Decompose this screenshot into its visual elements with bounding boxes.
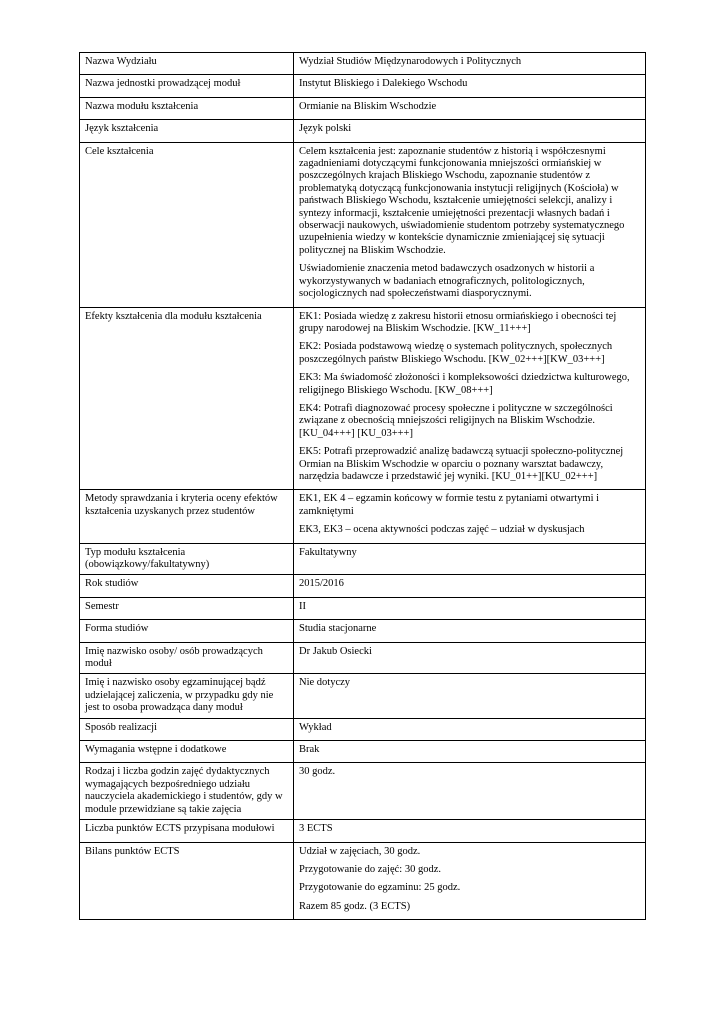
row-value-paragraph: EK2: Posiada podstawową wiedzę o systemach politycznych, społecznych poszczególnych państw Bliskiego Wschodu. [KW_02+++][KW_03+++] [299,341,613,365]
syllabus-table-body [80,53,646,920]
row-value-paragraph: Instytut Bliskiego i Dalekiego Wschodu [299,78,468,90]
row-value-paragraph: Studia stacjonarne [299,623,377,635]
row-value [294,820,646,842]
table-row [80,597,646,619]
row-label: Forma studiów [80,620,294,642]
row-value-paragraph: Wydział Studiów Międzynarodowych i Politycznych [299,56,522,67]
row-label: Rok studiów [80,575,294,597]
row-label: Język kształcenia [80,120,294,142]
table-row [80,620,646,642]
row-value [294,543,646,575]
table-row [80,142,646,307]
row-label: Nazwa jednostki prowadzącej moduł [80,75,294,97]
row-value-paragraph: Nie dotyczy [299,677,351,689]
row-value-paragraph: Razem 85 godz. (3 ECTS) [299,900,411,912]
row-value-paragraph: Wykład [299,721,332,733]
row-label: Liczba punktów ECTS przypisana modułowi [80,820,294,842]
table-row [80,543,646,575]
row-value [294,718,646,740]
row-value-paragraph: Ormianie na Bliskim Wschodzie [299,100,437,112]
row-value-paragraph: 2015/2016 [299,578,344,590]
table-row [80,490,646,543]
row-value-paragraph: Celem kształcenia jest: zapoznanie studentów z historią i współczesnymi zagadnieniami dotyczącymi funkcjonowania mniejszości ormiańskiej w poszczególnych krajach Bliskiego Wschodu, zapoznanie studentów z problematyką dotyczącą funkcjonowania instytucji religijnych (Kościoła) w państwach Bliskiego Wschodu, kształcenie umiejętności selekcji, analizy i syntezy informacji, kształcenie umiejętności prezentacji własnych badań i obserwacji naukowych, uświadomienie studentom potrzeby systematycznego uzupełnienia wiedzy w kontekście dynamicznie zmieniającej się sytuacji politycznej na Bliskim Wschodzie. [299,145,625,256]
row-value-paragraph: EK3: Ma świadomość złożoności i kompleksowości dziedzictwa kulturowego, religijnego Bliskiego Wschodu. [KW_08+++] [299,372,630,396]
row-value-paragraph: Dr Jakub Osiecki [299,645,372,657]
table-row [80,307,646,490]
table-row [80,53,646,75]
row-value [294,53,646,75]
row-label: Imię i nazwisko osoby egzaminującej bądź udzielającej zaliczenia, w przypadku gdy nie jest to osoba prowadząca dany moduł [80,674,294,718]
row-value [294,763,646,820]
row-value [294,142,646,307]
row-value-paragraph: Przygotowanie do egzaminu: 25 godz. [299,882,461,894]
row-label: Imię nazwisko osoby/ osób prowadzących moduł [80,642,294,674]
row-label: Nazwa modułu kształcenia [80,97,294,119]
row-value-paragraph: 3 ECTS [299,823,333,835]
row-value [294,307,646,490]
row-value [294,620,646,642]
row-value [294,575,646,597]
row-value [294,642,646,674]
row-label: Rodzaj i liczba godzin zajęć dydaktycznych wymagających bezpośredniego udziału nauczyciela akademickiego i studentów, gdy w module przewidziane są takie zajęcia [80,763,294,820]
row-value [294,842,646,920]
row-value-paragraph: EK3, EK3 – ocena aktywności podczas zajęć – udział w dyskusjach [299,524,585,536]
row-value [294,741,646,763]
row-value-paragraph: Fakultatywny [299,546,357,558]
table-row [80,763,646,820]
table-row [80,741,646,763]
row-value-paragraph: EK4: Potrafi diagnozować procesy społeczne i polityczne w szczególności związane z obecnością mniejszości religijnych na Bliskim Wschodzie. [KU_04+++] [KU_03+++] [299,402,613,439]
row-value-paragraph: 30 godz. [299,766,336,778]
row-value [294,674,646,718]
row-label: Nazwa Wydziału [80,53,294,75]
row-label: Sposób realizacji [80,718,294,740]
row-label: Semestr [80,597,294,619]
table-row [80,642,646,674]
table-row [80,75,646,97]
row-label: Wymagania wstępne i dodatkowe [80,741,294,763]
row-value-paragraph: II [299,600,306,612]
table-row [80,120,646,142]
row-value-paragraph: Przygotowanie do zajęć: 30 godz. [299,863,441,875]
table-row [80,820,646,842]
row-label: Efekty kształcenia dla modułu kształcenia [80,307,294,490]
row-value-paragraph: EK5: Potrafi przeprowadzić analizę badawczą sytuacji społeczno-politycznej Ormian na Bliskim Wschodzie w oparciu o poznany warsztat badawczy, narzędzia badawcze i przedstawić jej wyniki. [KU_01++][KU_02+++] [299,446,624,482]
table-row [80,97,646,119]
row-value [294,120,646,142]
row-value [294,97,646,119]
table-row [80,842,646,920]
row-label: Cele kształcenia [80,142,294,307]
row-label: Bilans punktów ECTS [80,842,294,920]
table-row [80,718,646,740]
row-value [294,597,646,619]
row-value [294,75,646,97]
row-value-paragraph: Brak [299,744,320,756]
row-label: Typ modułu kształcenia (obowiązkowy/fakultatywny) [80,543,294,575]
row-value-paragraph: Udział w zajęciach, 30 godz. [299,845,421,857]
table-row [80,575,646,597]
row-value-paragraph: Uświadomienie znaczenia metod badawczych osadzonych w historii a wykorzystywanych w badaniach etnograficznych, politologicznych, socjologicznych nad społeczeństwami diasporycznymi. [299,263,595,300]
row-value [294,490,646,543]
row-value-paragraph: EK1, EK 4 – egzamin końcowy w formie testu z pytaniami otwartymi i zamkniętymi [299,493,600,517]
table-row [80,674,646,718]
syllabus-table [79,52,646,920]
row-value-paragraph: EK1: Posiada wiedzę z zakresu historii etnosu ormiańskiego i obecności tej grupy narodowej na Bliskim Wschodzie. [KW_11+++] [299,310,617,334]
row-label: Metody sprawdzania i kryteria oceny efektów kształcenia uzyskanych przez studentów [80,490,294,543]
row-value-paragraph: Język polski [299,123,352,135]
